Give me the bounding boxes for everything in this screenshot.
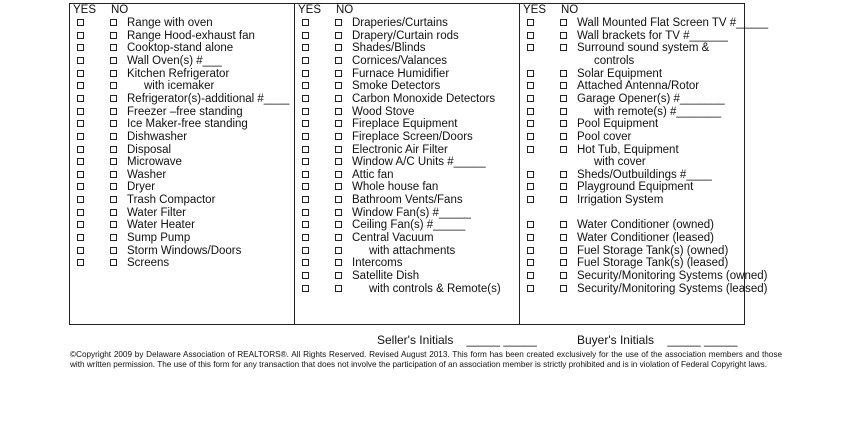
no-checkbox[interactable] <box>110 234 117 241</box>
item-label: with icemaker <box>144 80 215 93</box>
buyers-initials-blanks[interactable]: _____ _____ <box>667 333 738 347</box>
item-label: Ceiling Fan(s) #_____ <box>352 219 466 232</box>
no-checkbox[interactable] <box>110 259 117 266</box>
no-checkbox[interactable] <box>110 44 117 51</box>
no-checkbox[interactable] <box>560 272 567 279</box>
no-checkbox[interactable] <box>110 95 117 102</box>
item-label: Ice Maker-free standing <box>127 118 248 131</box>
item-label: Cornices/Valances <box>352 54 448 67</box>
yes-checkbox[interactable] <box>77 120 84 127</box>
item-label: Disposal <box>127 143 172 156</box>
yes-checkbox[interactable] <box>527 272 534 279</box>
no-checkbox[interactable] <box>335 120 342 127</box>
yes-checkbox[interactable] <box>527 95 534 102</box>
item-label: Wall Mounted Flat Screen TV #_____ <box>577 17 769 29</box>
no-checkbox[interactable] <box>335 171 342 178</box>
no-checkbox[interactable] <box>110 209 117 216</box>
yes-header: YES <box>298 4 322 16</box>
no-checkbox[interactable] <box>110 57 117 64</box>
item-label: Range with oven <box>127 17 213 29</box>
item-label: Wall brackets for TV #______ <box>577 29 728 42</box>
no-checkbox[interactable] <box>335 234 342 241</box>
yes-checkbox[interactable] <box>302 183 309 190</box>
sellers-initials <box>377 333 537 347</box>
yes-checkbox[interactable] <box>302 120 309 127</box>
no-checkbox[interactable] <box>560 196 567 203</box>
item-label: Irrigation System <box>577 194 664 207</box>
item-label: Furnace Humidifier <box>352 67 450 80</box>
no-checkbox[interactable] <box>335 285 342 292</box>
item-label: Trash Compactor <box>127 194 216 207</box>
yes-checkbox[interactable] <box>527 234 534 241</box>
yes-checkbox[interactable] <box>527 196 534 203</box>
item-label: Security/Monitoring Systems (owned) <box>577 270 768 282</box>
yes-checkbox[interactable] <box>527 285 534 292</box>
no-checkbox[interactable] <box>560 120 567 127</box>
item-label: Kitchen Refrigerator <box>127 67 230 80</box>
yes-checkbox[interactable] <box>302 196 309 203</box>
item-label: Shades/Blinds <box>352 42 426 55</box>
yes-checkbox[interactable] <box>77 259 84 266</box>
yes-checkbox[interactable] <box>302 272 309 279</box>
item-label: Playground Equipment <box>577 181 694 194</box>
item-label: Dryer <box>127 181 156 194</box>
item-label: with attachments <box>369 244 456 257</box>
no-header: NO <box>336 4 354 16</box>
yes-checkbox[interactable] <box>77 171 84 178</box>
no-checkbox[interactable] <box>560 32 567 39</box>
no-checkbox[interactable] <box>110 19 117 26</box>
yes-checkbox[interactable] <box>302 146 309 153</box>
no-checkbox[interactable] <box>560 70 567 77</box>
yes-checkbox[interactable] <box>77 209 84 216</box>
yes-checkbox[interactable] <box>527 183 534 190</box>
no-checkbox[interactable] <box>335 95 342 102</box>
no-checkbox[interactable] <box>560 108 567 115</box>
yes-checkbox[interactable] <box>527 70 534 77</box>
yes-checkbox[interactable] <box>527 247 534 254</box>
item-label: Drapery/Curtain rods <box>352 29 459 42</box>
no-checkbox[interactable] <box>110 32 117 39</box>
item-label: Window A/C Units #_____ <box>352 156 486 169</box>
item-label: Fuel Storage Tank(s) (leased) <box>577 257 729 270</box>
yes-checkbox[interactable] <box>77 234 84 241</box>
item-label: Electronic Air Filter <box>352 143 448 156</box>
no-checkbox[interactable] <box>335 146 342 153</box>
no-checkbox[interactable] <box>110 247 117 254</box>
column-divider <box>519 3 520 325</box>
no-checkbox[interactable] <box>560 95 567 102</box>
yes-checkbox[interactable] <box>527 44 534 51</box>
yes-checkbox[interactable] <box>77 196 84 203</box>
no-checkbox[interactable] <box>560 285 567 292</box>
yes-checkbox[interactable] <box>527 32 534 39</box>
yes-checkbox[interactable] <box>302 209 309 216</box>
no-checkbox[interactable] <box>335 158 342 165</box>
item-label: Attached Antenna/Rotor <box>577 80 700 93</box>
yes-checkbox[interactable] <box>77 32 84 39</box>
yes-checkbox[interactable] <box>77 247 84 254</box>
no-checkbox[interactable] <box>335 44 342 51</box>
yes-checkbox[interactable] <box>77 221 84 228</box>
no-checkbox[interactable] <box>335 70 342 77</box>
no-checkbox[interactable] <box>335 259 342 266</box>
no-checkbox[interactable] <box>560 133 567 140</box>
no-checkbox[interactable] <box>335 209 342 216</box>
sellers-initials-label: Seller's Initials <box>377 333 454 347</box>
no-checkbox[interactable] <box>335 32 342 39</box>
no-checkbox[interactable] <box>560 19 567 26</box>
item-label: Pool cover <box>577 130 632 143</box>
yes-checkbox[interactable] <box>527 259 534 266</box>
no-header: NO <box>561 4 579 16</box>
buyers-initials-label: Buyer's Initials <box>577 333 654 347</box>
item-label: Washer <box>127 168 167 181</box>
no-checkbox[interactable] <box>110 108 117 115</box>
item-label: Wall Oven(s) #___ <box>127 54 222 67</box>
item-label: Sump Pump <box>127 232 191 245</box>
yes-checkbox[interactable] <box>302 70 309 77</box>
item-label: Water Filter <box>127 206 186 219</box>
no-checkbox[interactable] <box>560 234 567 241</box>
no-checkbox[interactable] <box>110 183 117 190</box>
item-label: Sheds/Outbuildings #____ <box>577 168 712 181</box>
item-label: Storm Windows/Doors <box>127 244 242 257</box>
no-checkbox[interactable] <box>110 196 117 203</box>
no-checkbox[interactable] <box>335 272 342 279</box>
item-label: Range Hood-exhaust fan <box>127 29 255 42</box>
yes-header: YES <box>73 4 97 16</box>
no-checkbox[interactable] <box>335 108 342 115</box>
buyers-initials <box>577 333 737 347</box>
item-label: Carbon Monoxide Detectors <box>352 92 496 105</box>
yes-checkbox[interactable] <box>77 44 84 51</box>
yes-checkbox[interactable] <box>302 171 309 178</box>
yes-checkbox[interactable] <box>527 120 534 127</box>
no-checkbox[interactable] <box>335 183 342 190</box>
no-checkbox[interactable] <box>560 221 567 228</box>
item-label: Refrigerator(s)-additional #____ <box>127 92 290 105</box>
no-checkbox[interactable] <box>110 133 117 140</box>
item-label: Surround sound system & <box>577 42 710 55</box>
no-checkbox[interactable] <box>110 82 117 89</box>
yes-checkbox[interactable] <box>302 133 309 140</box>
column-divider <box>294 3 295 325</box>
yes-checkbox[interactable] <box>302 158 309 165</box>
yes-header: YES <box>523 4 547 16</box>
item-label: with controls & Remote(s) <box>369 282 501 295</box>
no-checkbox[interactable] <box>110 158 117 165</box>
item-label: Screens <box>127 257 170 270</box>
item-label: Solar Equipment <box>577 67 663 80</box>
item-label: Microwave <box>127 156 182 169</box>
item-label: Pool Equipment <box>577 118 659 131</box>
no-checkbox[interactable] <box>560 44 567 51</box>
item-label: Dishwasher <box>127 130 188 143</box>
no-checkbox[interactable] <box>560 183 567 190</box>
no-checkbox[interactable] <box>335 247 342 254</box>
yes-checkbox[interactable] <box>77 146 84 153</box>
no-checkbox[interactable] <box>335 57 342 64</box>
no-checkbox[interactable] <box>335 19 342 26</box>
item-label: Garage Opener(s) #_______ <box>577 92 725 105</box>
yes-checkbox[interactable] <box>302 247 309 254</box>
yes-checkbox[interactable] <box>302 285 309 292</box>
item-label: Attic fan <box>352 168 394 181</box>
yes-checkbox[interactable] <box>302 19 309 26</box>
item-label: Whole house fan <box>352 181 439 194</box>
item-label: Fireplace Screen/Doors <box>352 130 473 143</box>
no-checkbox[interactable] <box>110 120 117 127</box>
yes-checkbox[interactable] <box>302 82 309 89</box>
yes-checkbox[interactable] <box>302 108 309 115</box>
yes-checkbox[interactable] <box>527 82 534 89</box>
item-label: controls <box>594 54 635 67</box>
no-checkbox[interactable] <box>110 70 117 77</box>
item-label: Draperies/Curtains <box>352 17 448 29</box>
item-label: Bathroom Vents/Fans <box>352 194 463 207</box>
item-label: Intercoms <box>352 257 403 270</box>
yes-checkbox[interactable] <box>77 19 84 26</box>
sellers-initials-blanks[interactable]: _____ _____ <box>466 333 537 347</box>
no-checkbox[interactable] <box>110 171 117 178</box>
item-label: Security/Monitoring Systems (leased) <box>577 282 768 295</box>
item-label: Water Conditioner (owned) <box>577 219 714 232</box>
item-label: Freezer –free standing <box>127 105 243 118</box>
yes-checkbox[interactable] <box>527 19 534 26</box>
no-checkbox[interactable] <box>335 82 342 89</box>
item-label: Fireplace Equipment <box>352 118 458 131</box>
yes-checkbox[interactable] <box>527 171 534 178</box>
yes-checkbox[interactable] <box>302 221 309 228</box>
no-checkbox[interactable] <box>560 247 567 254</box>
item-label: Wood Stove <box>352 105 415 118</box>
no-checkbox[interactable] <box>560 82 567 89</box>
yes-checkbox[interactable] <box>77 108 84 115</box>
no-checkbox[interactable] <box>335 221 342 228</box>
yes-checkbox[interactable] <box>527 221 534 228</box>
yes-checkbox[interactable] <box>527 146 534 153</box>
item-label: with remote(s) #_______ <box>594 105 722 118</box>
item-label: Central Vacuum <box>352 232 434 245</box>
item-label: Hot Tub, Equipment <box>577 143 679 156</box>
no-checkbox[interactable] <box>560 171 567 178</box>
yes-checkbox[interactable] <box>302 57 309 64</box>
item-label: Water Heater <box>127 219 195 232</box>
no-checkbox[interactable] <box>560 146 567 153</box>
no-checkbox[interactable] <box>110 221 117 228</box>
no-checkbox[interactable] <box>110 146 117 153</box>
yes-checkbox[interactable] <box>77 183 84 190</box>
yes-checkbox[interactable] <box>302 32 309 39</box>
yes-checkbox[interactable] <box>77 70 84 77</box>
no-header: NO <box>111 4 129 16</box>
no-checkbox[interactable] <box>560 259 567 266</box>
yes-checkbox[interactable] <box>302 259 309 266</box>
copyright-notice: ©Copyright 2009 by Delaware Association of REALTORS®. All Rights Reserved. Revised August 2013. This form has been created exclusively for the use of the association members and those with written permission. The use of this form for any transaction that does not involve the participation of an association member is strictly prohibited and is in violation of Federal Copyright laws. <box>70 350 782 369</box>
item-label: Window Fan(s) #_____ <box>352 206 471 219</box>
no-checkbox[interactable] <box>335 196 342 203</box>
yes-checkbox[interactable] <box>527 133 534 140</box>
item-label: Fuel Storage Tank(s) (owned) <box>577 244 729 257</box>
yes-checkbox[interactable] <box>527 108 534 115</box>
yes-checkbox[interactable] <box>77 82 84 89</box>
no-checkbox[interactable] <box>335 133 342 140</box>
yes-checkbox[interactable] <box>302 44 309 51</box>
yes-checkbox[interactable] <box>302 95 309 102</box>
item-label: Smoke Detectors <box>352 80 441 93</box>
yes-checkbox[interactable] <box>77 95 84 102</box>
item-label: with cover <box>594 156 646 169</box>
yes-checkbox[interactable] <box>302 234 309 241</box>
yes-checkbox[interactable] <box>77 57 84 64</box>
item-label: Water Conditioner (leased) <box>577 232 714 245</box>
yes-checkbox[interactable] <box>77 158 84 165</box>
item-label: Satellite Dish <box>352 270 420 282</box>
item-label: Cooktop-stand alone <box>127 42 234 55</box>
yes-checkbox[interactable] <box>77 133 84 140</box>
